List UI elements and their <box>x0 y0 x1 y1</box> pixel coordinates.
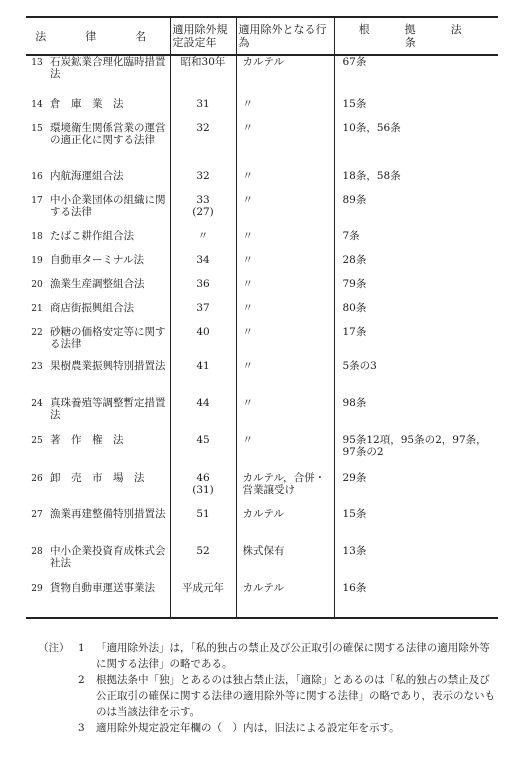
legal-basis-text: 95条12項，95条の2，97条，97条の2 <box>342 434 487 458</box>
setting-year-cell <box>170 122 236 170</box>
law-name-cell <box>48 230 170 254</box>
setting-year-cell <box>170 397 236 434</box>
legal-basis-text: 80条 <box>342 302 367 314</box>
note-text: 「適用除外法」は，「私的独占の禁止及び公正取引の確保に関する法律の適用除外等に関する法律」の略である。 <box>96 642 490 670</box>
setting-year-cell <box>170 360 236 397</box>
setting-year-cell <box>170 326 236 360</box>
setting-year-text: 46 <box>196 472 210 484</box>
setting-year-text: 36 <box>196 278 210 290</box>
law-name-cell <box>48 122 170 170</box>
legal-basis-text: 15条 <box>342 508 367 520</box>
table-row <box>26 360 498 397</box>
row-number-cell <box>26 278 48 302</box>
law-name-cell <box>48 508 170 545</box>
table-row <box>26 230 498 254</box>
law-name-text: 中小企業投資育成株式会社法 <box>50 545 166 569</box>
exempt-act-text: 〃 <box>242 302 253 314</box>
law-name-text: たばこ耕作組合法 <box>50 230 134 242</box>
exempt-act-text: 〃 <box>242 360 253 372</box>
note-number: 2 <box>78 674 85 686</box>
note-text: 適用除外規定設定年欄の（ ）内は，旧法による設定年を示す。 <box>96 722 400 734</box>
law-name-text: 果樹農業振興特別措置法 <box>50 360 166 372</box>
legal-basis-text: 28条 <box>342 254 367 266</box>
law-name-text: 環境衛生関係営業の運営の適正化に関する法律 <box>50 122 166 146</box>
law-name-cell <box>48 98 170 122</box>
table-row <box>26 170 498 194</box>
table-row <box>26 98 498 122</box>
legal-basis-cell <box>334 326 498 360</box>
table-row <box>26 278 498 302</box>
table-row <box>26 582 498 618</box>
legal-basis-text: 67条 <box>342 56 367 68</box>
law-name-text: 真珠養殖等調整暫定措置法 <box>50 397 166 421</box>
legal-basis-cell <box>334 122 498 170</box>
note-item <box>38 640 496 672</box>
row-number-cell <box>26 434 48 472</box>
legal-basis-text: 89条 <box>342 194 367 206</box>
law-name-text: 倉 庫 業 法 <box>50 98 124 110</box>
setting-year-cell <box>170 170 236 194</box>
law-name-text: 内航海運組合法 <box>50 170 124 182</box>
row-number-cell <box>26 98 48 122</box>
law-name-cell <box>48 582 170 618</box>
row-number-text: 21 <box>31 304 43 314</box>
row-number-cell <box>26 472 48 508</box>
row-number-text: 24 <box>31 399 43 409</box>
setting-year-text: 平成元年 <box>182 582 224 594</box>
legal-basis-text: 98条 <box>342 397 367 409</box>
exempt-act-text: カルテル，合併・営業譲受け <box>242 472 326 496</box>
setting-year-cell <box>170 194 236 230</box>
legal-basis-cell <box>334 545 498 582</box>
legal-basis-cell <box>334 278 498 302</box>
table-row <box>26 194 498 230</box>
legal-basis-cell <box>334 170 498 194</box>
legal-basis-cell <box>334 434 498 472</box>
exempt-act-cell <box>236 508 334 545</box>
table-row <box>26 302 498 326</box>
setting-year-text: 45 <box>196 434 210 446</box>
exempt-act-cell <box>236 278 334 302</box>
row-number-cell <box>26 302 48 326</box>
exempt-act-text: 〃 <box>242 194 253 206</box>
exempt-act-text: 〃 <box>242 254 253 266</box>
row-number-text: 16 <box>31 172 43 182</box>
header-legal-basis: 根 拠 法 条 <box>334 17 498 55</box>
exempt-act-cell <box>236 302 334 326</box>
notes-label: （注） <box>38 642 70 654</box>
legal-basis-cell <box>334 302 498 326</box>
legal-basis-text: 29条 <box>342 472 367 484</box>
exempt-act-cell <box>236 122 334 170</box>
law-name-text: 自動車ターミナル法 <box>50 254 144 266</box>
law-name-cell <box>48 360 170 397</box>
legal-basis-text: 5条の3 <box>342 360 377 372</box>
law-name-cell <box>48 194 170 230</box>
legal-basis-cell <box>334 472 498 508</box>
row-number-text: 17 <box>31 196 43 206</box>
law-name-cell <box>48 254 170 278</box>
legal-basis-cell <box>334 230 498 254</box>
row-number-text: 25 <box>31 436 43 446</box>
table-row <box>26 508 498 545</box>
header-exempt-act: 適用除外となる行為 <box>236 17 334 55</box>
exempt-act-cell <box>236 545 334 582</box>
exempt-act-cell <box>236 194 334 230</box>
legal-basis-text: 15条 <box>342 98 367 110</box>
exempt-act-cell <box>236 254 334 278</box>
legal-basis-text: 7条 <box>342 230 360 242</box>
old-law-year-text: (31) <box>192 484 214 496</box>
row-number-text: 18 <box>31 232 43 242</box>
table-row <box>26 472 498 508</box>
table-body <box>26 55 498 618</box>
setting-year-cell <box>170 55 236 98</box>
law-name-text: 貨物自動車運送事業法 <box>50 582 155 594</box>
law-name-text: 商店街振興組合法 <box>50 302 134 314</box>
setting-year-cell <box>170 278 236 302</box>
row-number-text: 27 <box>31 510 43 520</box>
exempt-act-text: 〃 <box>242 434 253 446</box>
law-name-text: 卸 売 市 場 法 <box>50 472 145 484</box>
setting-year-text: 昭和30年 <box>180 56 226 68</box>
law-name-text: 漁業再建整備特別措置法 <box>50 508 166 520</box>
row-number-text: 13 <box>31 58 43 68</box>
row-number-text: 22 <box>31 328 43 338</box>
law-name-text: 砂糖の価格安定等に関する法律 <box>50 326 166 350</box>
law-name-text: 著 作 権 法 <box>50 434 124 446</box>
exempt-act-text: 〃 <box>242 98 253 110</box>
table-row <box>26 397 498 434</box>
row-number-cell <box>26 55 48 98</box>
note-item <box>38 672 496 720</box>
law-name-cell <box>48 55 170 98</box>
exempt-act-text: 〃 <box>242 326 253 338</box>
legal-basis-cell <box>334 582 498 618</box>
setting-year-cell <box>170 98 236 122</box>
exempt-act-text: カルテル <box>242 508 284 520</box>
exempt-act-text: 株式保有 <box>242 545 285 557</box>
old-law-year-text: (27) <box>192 206 214 218</box>
row-number-cell <box>26 397 48 434</box>
note-number: 1 <box>78 642 85 654</box>
law-name-cell <box>48 326 170 360</box>
table-row <box>26 55 498 98</box>
row-number-cell <box>26 122 48 170</box>
table-row <box>26 434 498 472</box>
law-name-cell <box>48 397 170 434</box>
setting-year-text: 32 <box>196 170 210 182</box>
table-row <box>26 254 498 278</box>
setting-year-cell <box>170 582 236 618</box>
exempt-act-cell <box>236 230 334 254</box>
exempt-act-text: 〃 <box>242 278 253 290</box>
exempt-act-text: カルテル <box>242 582 284 594</box>
exempt-act-text: 〃 <box>242 230 253 242</box>
law-name-cell <box>48 472 170 508</box>
exempt-act-text: 〃 <box>242 122 253 134</box>
exempt-act-cell <box>236 472 334 508</box>
setting-year-text: 44 <box>196 397 210 409</box>
setting-year-cell <box>170 434 236 472</box>
legal-basis-cell <box>334 55 498 98</box>
row-number-cell <box>26 194 48 230</box>
row-number-cell <box>26 582 48 618</box>
row-number-cell <box>26 545 48 582</box>
legal-basis-cell <box>334 98 498 122</box>
exempt-act-cell <box>236 170 334 194</box>
legal-basis-text: 16条 <box>342 582 367 594</box>
law-name-text: 中小企業団体の組織に関する法律 <box>50 194 166 218</box>
setting-year-text: 33 <box>196 194 210 206</box>
setting-year-text: 52 <box>196 545 210 557</box>
exempt-act-text: 〃 <box>242 170 253 182</box>
exempt-act-text: カルテル <box>242 56 284 68</box>
row-number-text: 28 <box>31 547 43 557</box>
row-number-cell <box>26 360 48 397</box>
exempt-act-cell <box>236 360 334 397</box>
legal-basis-cell <box>334 397 498 434</box>
row-number-cell <box>26 508 48 545</box>
exempt-act-cell <box>236 98 334 122</box>
law-name-cell <box>48 434 170 472</box>
setting-year-text: 32 <box>196 122 210 134</box>
row-number-text: 15 <box>31 124 43 134</box>
law-name-text: 石炭鉱業合理化臨時措置法 <box>50 56 166 80</box>
row-number-text: 19 <box>31 256 43 266</box>
setting-year-cell <box>170 508 236 545</box>
row-number-text: 20 <box>31 280 43 290</box>
setting-year-text: 51 <box>196 508 210 520</box>
header-setting-year: 適用除外規定設定年 <box>170 17 236 55</box>
row-number-cell <box>26 170 48 194</box>
setting-year-text: 41 <box>196 360 210 372</box>
legal-basis-cell <box>334 360 498 397</box>
note-text: 根拠法条中「独」とあるのは独占禁止法，「適除」とあるのは「私的独占の禁止及び公正取引の確保に関する法律の適用除外等に関する法律」の略であり，表示のないものは当該法律を示す。 <box>96 674 495 718</box>
legal-basis-text: 17条 <box>342 326 367 338</box>
setting-year-cell <box>170 302 236 326</box>
law-name-cell <box>48 278 170 302</box>
legal-basis-text: 18条，58条 <box>342 170 401 182</box>
setting-year-cell <box>170 230 236 254</box>
setting-year-text: 〃 <box>197 230 209 242</box>
row-number-cell <box>26 326 48 360</box>
setting-year-text: 31 <box>196 98 210 110</box>
row-number-cell <box>26 254 48 278</box>
legal-basis-text: 13条 <box>342 545 367 557</box>
exempt-act-cell <box>236 397 334 434</box>
row-number-text: 23 <box>31 362 43 372</box>
note-number: 3 <box>78 722 85 734</box>
row-number-text: 29 <box>31 584 43 594</box>
legal-basis-cell <box>334 508 498 545</box>
note-item <box>38 720 496 736</box>
table-row <box>26 122 498 170</box>
row-number-text: 26 <box>31 474 43 484</box>
table-header-row <box>26 17 498 55</box>
row-number-cell <box>26 230 48 254</box>
legal-basis-cell <box>334 254 498 278</box>
legal-basis-text: 79条 <box>342 278 367 290</box>
law-name-cell <box>48 302 170 326</box>
setting-year-text: 40 <box>196 326 210 338</box>
header-law-name: 法 律 名 <box>26 17 170 55</box>
legal-basis-cell <box>334 194 498 230</box>
notes-section <box>38 640 496 736</box>
setting-year-text: 34 <box>196 254 210 266</box>
legal-basis-text: 10条，56条 <box>342 122 401 134</box>
setting-year-cell <box>170 254 236 278</box>
exempt-act-cell <box>236 55 334 98</box>
setting-year-cell <box>170 545 236 582</box>
exemption-law-table <box>26 16 498 619</box>
law-name-cell <box>48 545 170 582</box>
row-number-text: 14 <box>31 100 43 110</box>
setting-year-text: 37 <box>196 302 210 314</box>
exempt-act-text: 〃 <box>242 397 253 409</box>
exempt-act-cell <box>236 326 334 360</box>
setting-year-cell <box>170 472 236 508</box>
law-name-cell <box>48 170 170 194</box>
exempt-act-cell <box>236 434 334 472</box>
table-row <box>26 326 498 360</box>
exempt-act-cell <box>236 582 334 618</box>
law-name-text: 漁業生産調整組合法 <box>50 278 145 290</box>
table-row <box>26 545 498 582</box>
